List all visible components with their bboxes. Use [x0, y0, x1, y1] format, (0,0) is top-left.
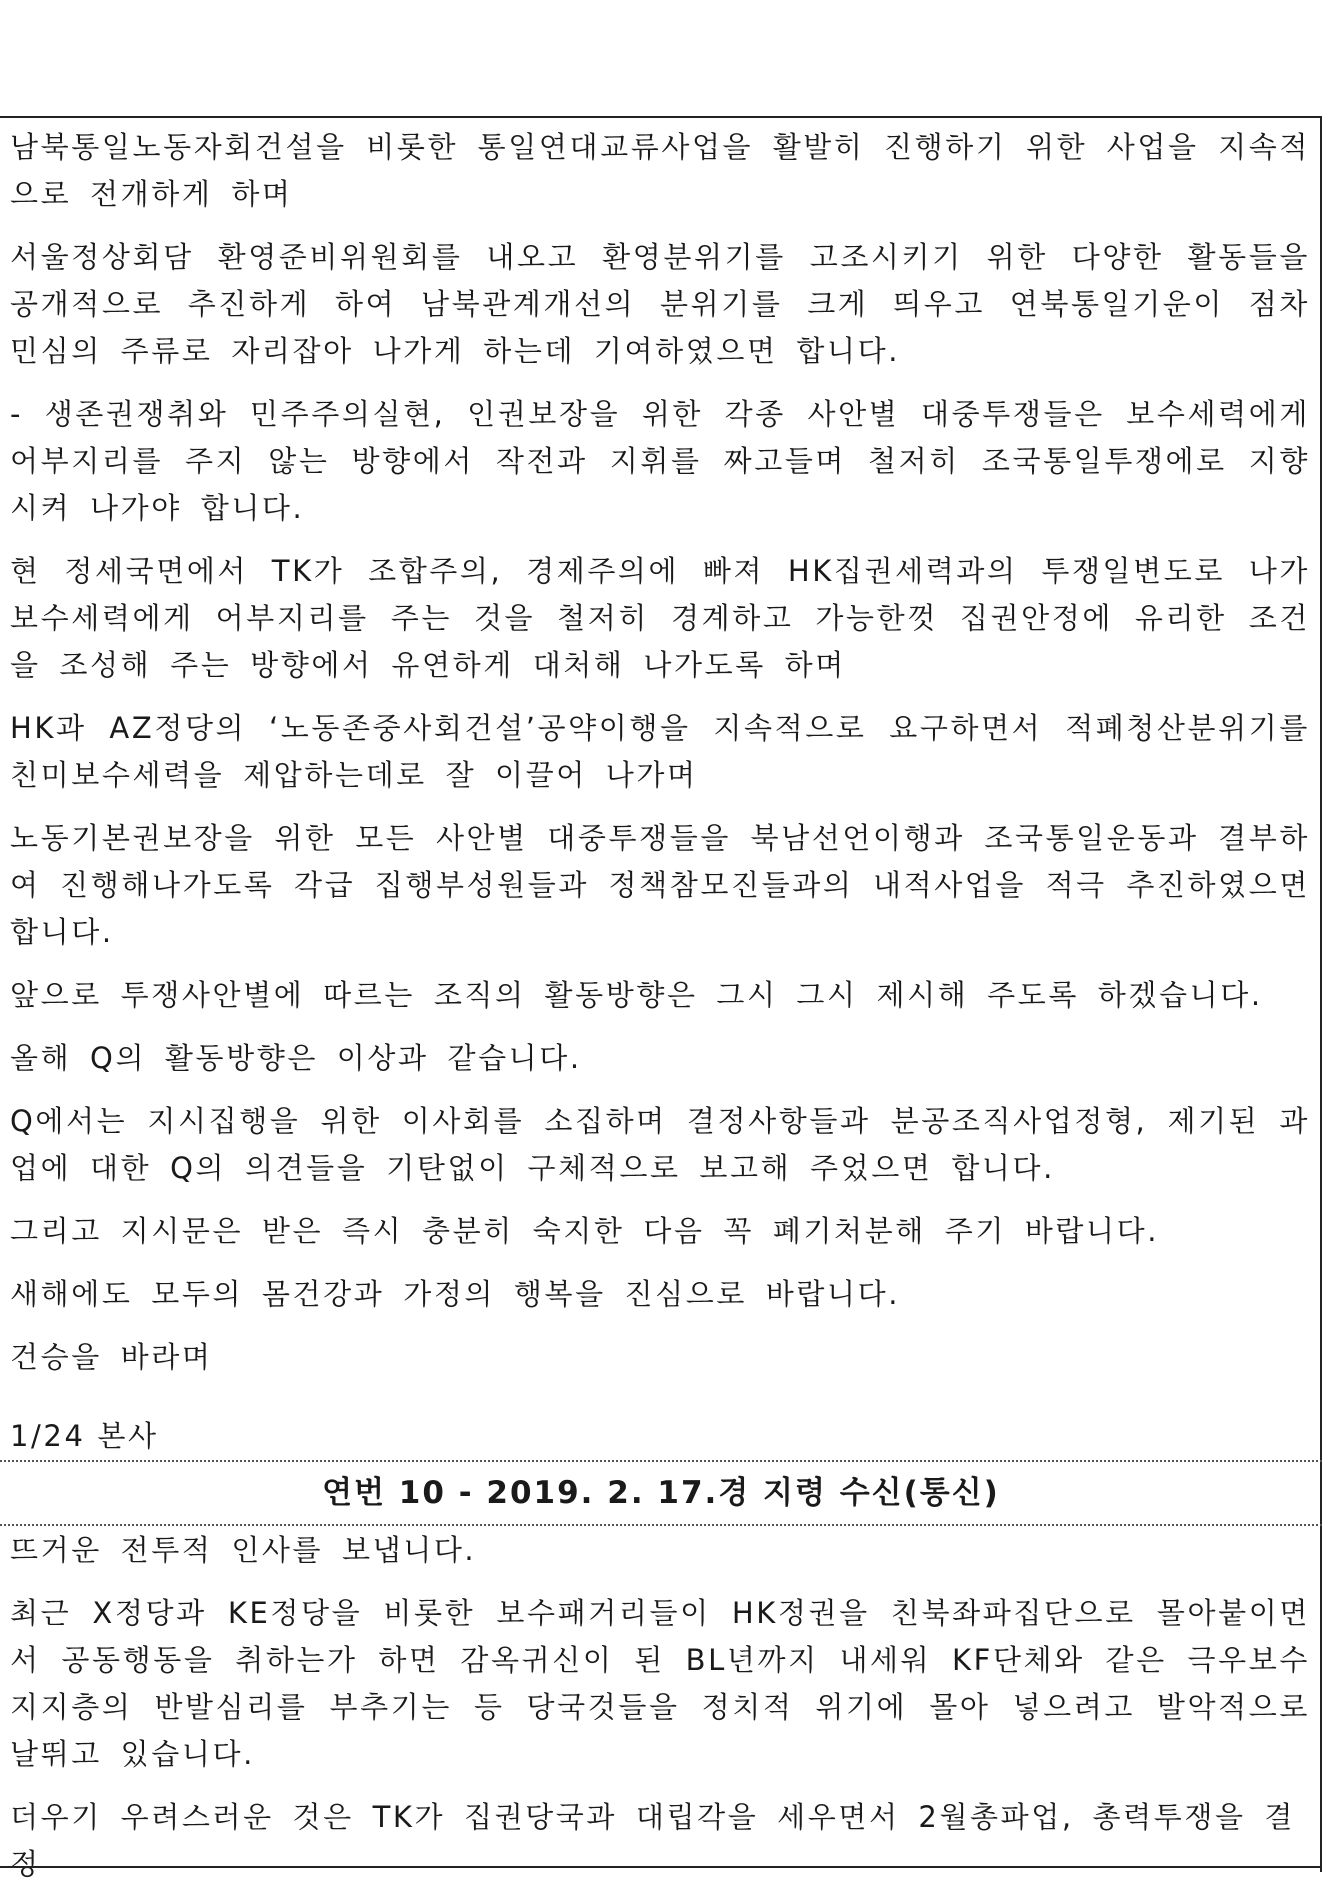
section-divider-top: [0, 1460, 1322, 1462]
paragraph: 올해 Q의 활동방향은 이상과 같습니다.: [10, 1041, 582, 1075]
paragraph: 뜨거운 전투적 인사를 보냅니다.: [10, 1533, 477, 1567]
paragraph: Q에서는 지시집행을 위한 이사회를 소집하며 결정사항들과 분공조직사업정형, 제기된 과업에 대한 Q의 의견들을 기탄없이 구체적으로 보고해 주었으면 합니다.: [10, 1104, 1310, 1185]
section-b-body: [10, 1527, 1310, 1904]
closing-line: 건승을 바라며: [10, 1340, 213, 1374]
paragraph: 더우기 우려스러운 것은 TK가 집권당국과 대립각을 세우면서 2월총파업, 총력투쟁을 결정: [10, 1800, 1296, 1881]
paragraph: 노동기본권보장을 위한 모든 사안별 대중투쟁들을 북남선언이행과 조국통일운동과 결부하여 진행해나가도록 각급 집행부성원들과 정책참모진들과의 내적사업을 적극 추진하였으면 합니다.: [10, 821, 1310, 949]
paragraph: 새해에도 모두의 몸건강과 가정의 행복을 진심으로 바랍니다.: [10, 1277, 901, 1311]
date-line: 1/24 본사: [10, 1419, 159, 1453]
paragraph: 앞으로 투쟁사안별에 따르는 조직의 활동방향은 그시 그시 제시해 주도록 하겠습니다.: [10, 978, 1263, 1012]
paragraph: 서울정상회담 환영준비위원회를 내오고 환영분위기를 고조시키기 위한 다양한 활동들을 공개적으로 추진하게 하여 남북관계개선의 분위기를 크게 띄우고 연북통일기운이 점차 민심의 주류로 자리잡아 나가게 하는데 기여하였으면 합니다.: [10, 240, 1310, 368]
paragraph: 현 정세국면에서 TK가 조합주의, 경제주의에 빠져 HK집권세력과의 투쟁일변도로 나가 보수세력에게 어부지리를 주는 것을 철저히 경계하고 가능한껏 집권안정에 유리한 조건을 조성해 주는 방향에서 유연하게 대처해 나가도록 하며: [10, 554, 1310, 682]
paragraph: 최근 X정당과 KE정당을 비롯한 보수패거리들이 HK정권을 친북좌파집단으로 몰아붙이면서 공동행동을 취하는가 하면 감옥귀신이 된 BL년까지 내세워 KF단체와 같은 극우보수지지층의 반발심리를 부추기는 등 당국것들을 정치적 위기에 몰아 넣으려고 발악적으로 날뛰고 있습니다.: [10, 1596, 1310, 1771]
paragraph: - 생존권쟁취와 민주주의실현, 인권보장을 위한 각종 사안별 대중투쟁들은 보수세력에게 어부지리를 주지 않는 방향에서 작전과 지휘를 짜고들며 철저히 조국통일투쟁에로 지향시켜 나가야 합니다.: [10, 397, 1310, 525]
section-a-body: [10, 124, 1310, 1397]
paragraph: HK과 AZ정당의 ‘노동존중사회건설’공약이행을 지속적으로 요구하면서 적폐청산분위기를 친미보수세력을 제압하는데로 잘 이끌어 나가며: [10, 711, 1310, 792]
paragraph: 남북통일노동자회건설을 비롯한 통일연대교류사업을 활발히 진행하기 위한 사업을 지속적으로 전개하게 하며: [10, 130, 1310, 211]
section-divider-bottom: [0, 1524, 1322, 1526]
bottom-rule: [0, 1866, 1322, 1868]
section-title: 연번 10 - 2019. 2. 17.경 지령 수신(통신): [322, 1475, 1000, 1511]
paragraph: 그리고 지시문은 받은 즉시 충분히 숙지한 다음 꼭 폐기처분해 주기 바랍니다.: [10, 1214, 1160, 1248]
